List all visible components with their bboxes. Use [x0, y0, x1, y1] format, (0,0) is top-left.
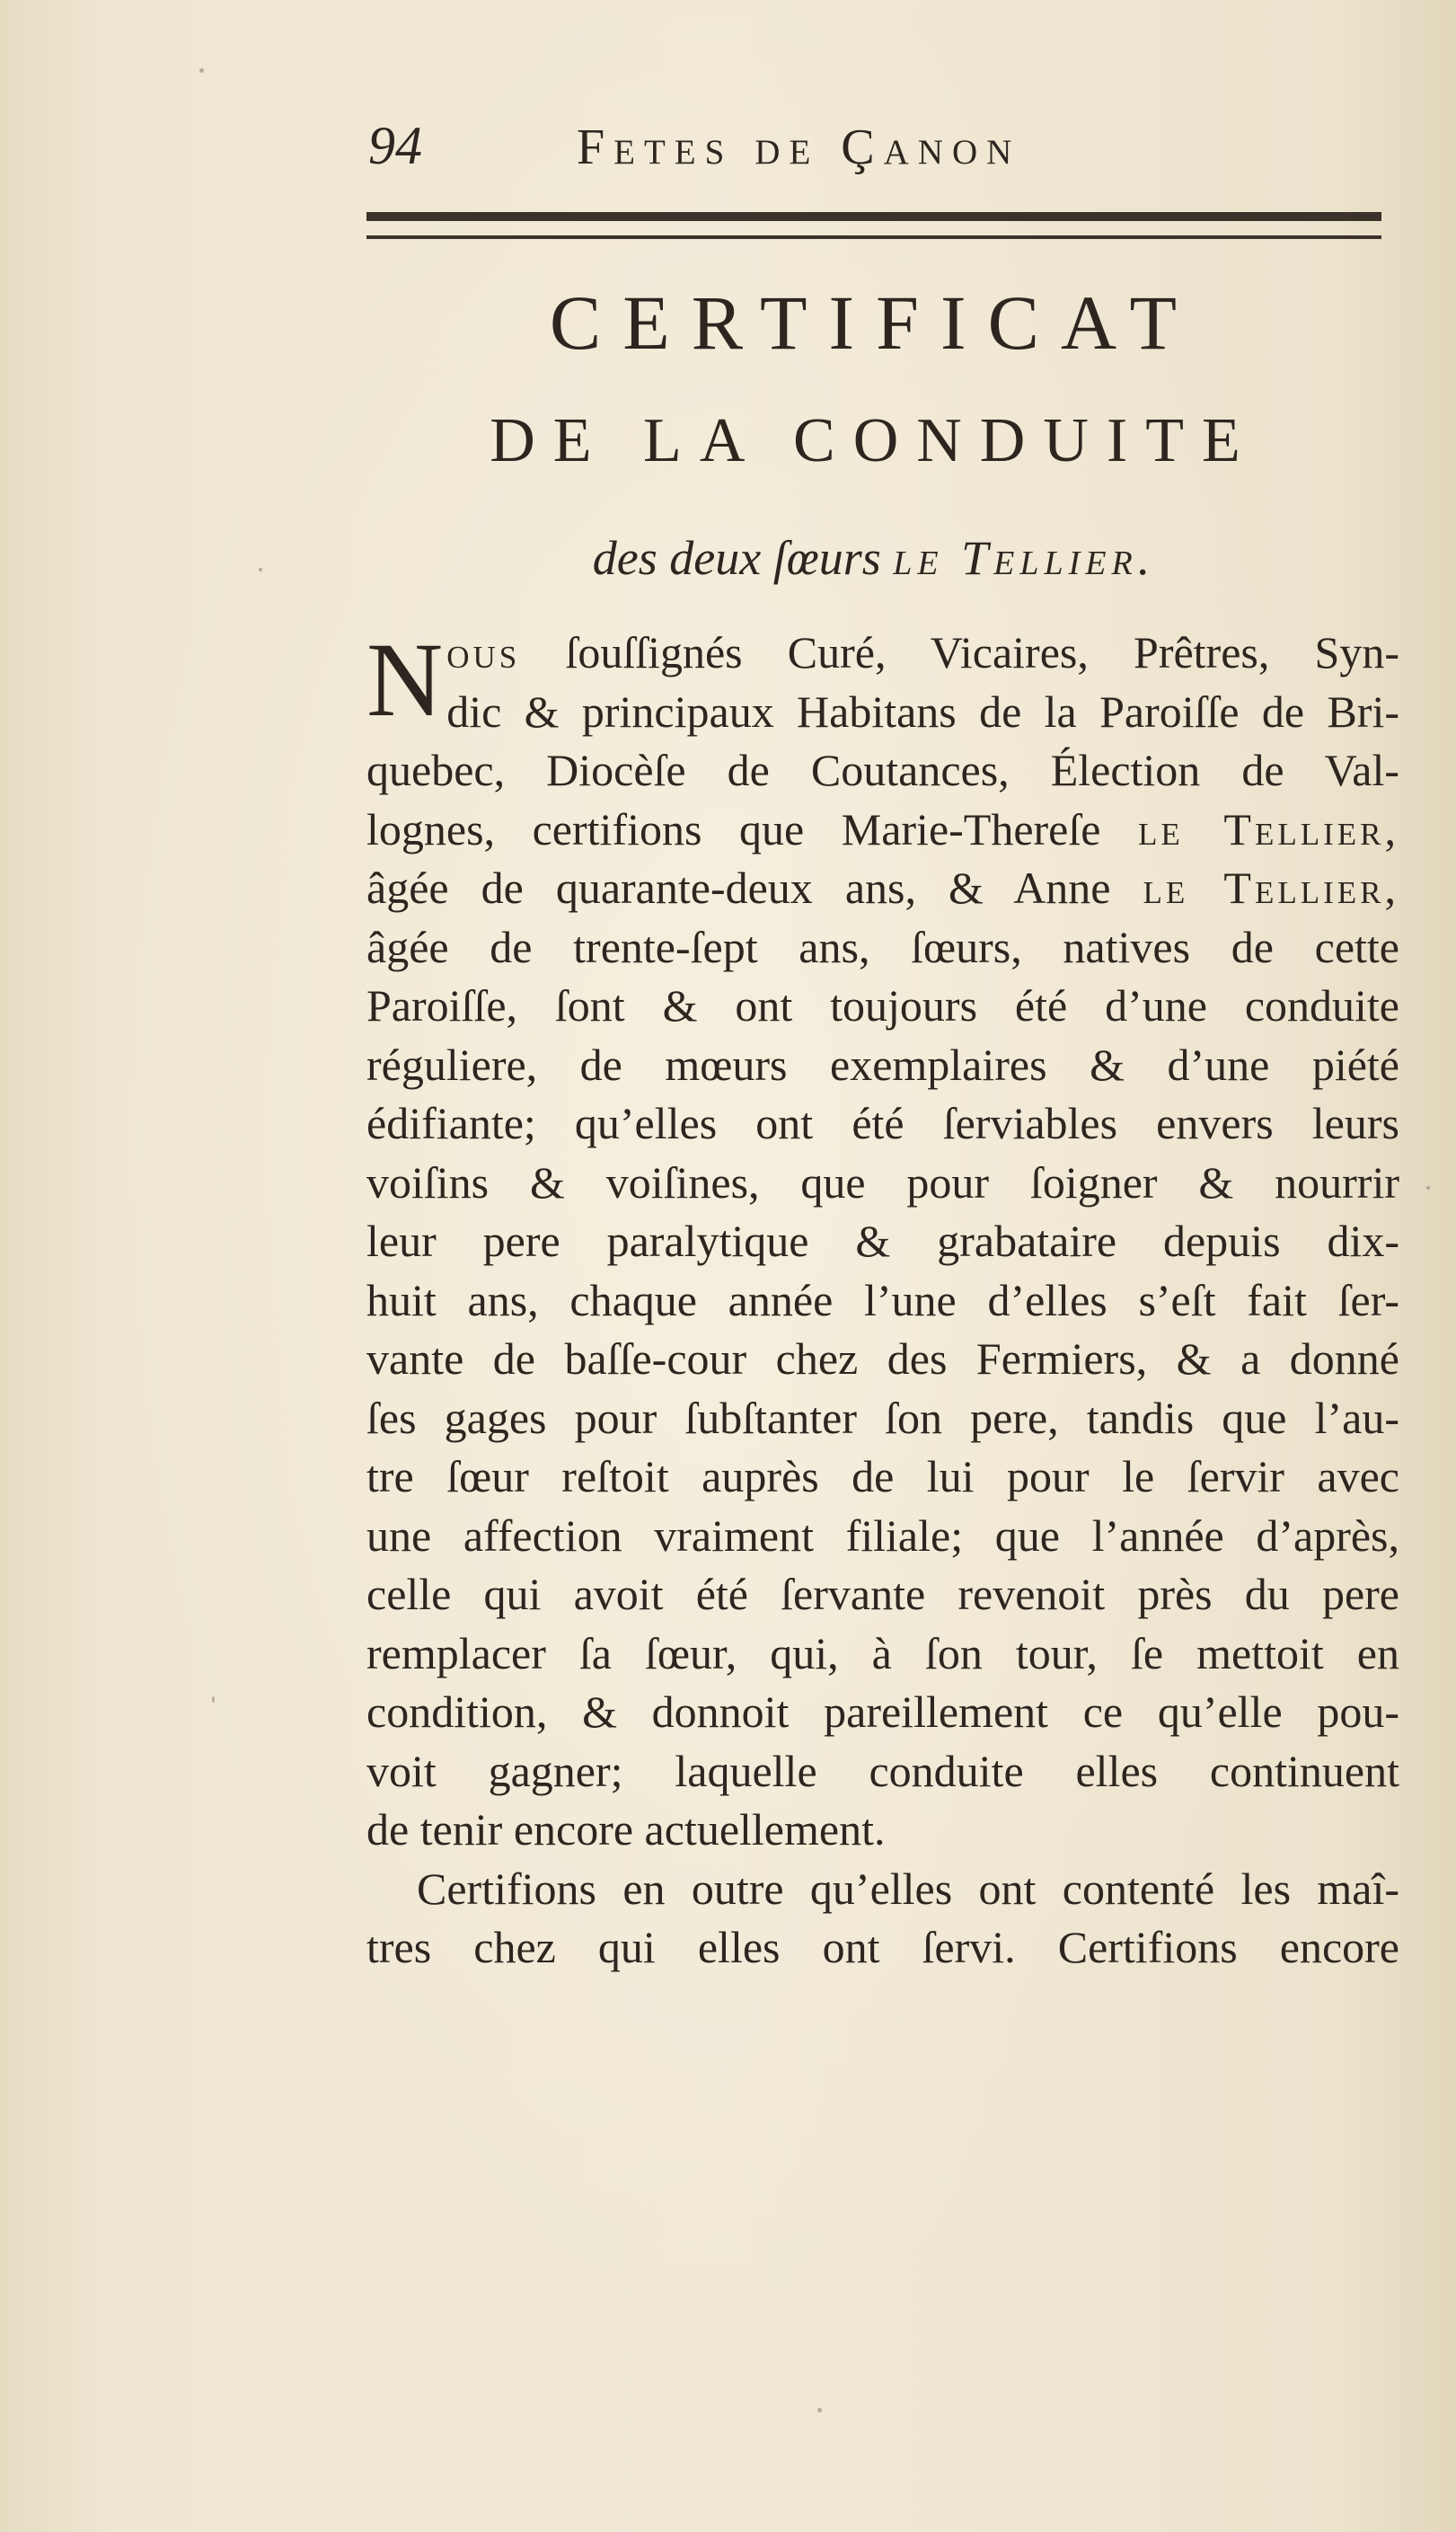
text-line: huit ans, chaque année l’une d’elles s’eſt fait ſer- — [366, 1274, 1399, 1325]
text-line: celle qui avoit été ſervante revenoit près du pere — [366, 1569, 1399, 1619]
text-line: voiſins & voiſines, que pour ſoigner & nourrir — [366, 1156, 1399, 1208]
text-line: leur pere paralytique & grabataire depuis dix- — [366, 1216, 1399, 1266]
text-line: condition, & donnoit pareillement ce qu’elle pou- — [366, 1687, 1399, 1737]
text-line: édifiante; qu’elles ont été ſerviables envers leurs — [366, 1098, 1399, 1148]
drop-cap: N — [366, 621, 444, 739]
paragraph-1 — [366, 621, 1399, 1860]
paragraph-2 — [366, 1860, 1399, 1978]
title-de-la-conduite: DE LA CONDUITE — [490, 406, 1258, 475]
header-rule-thin — [366, 235, 1381, 239]
text-line: vante de baſſe-cour chez des Fermiers, & a donné — [366, 1333, 1399, 1384]
text-line: ſes gages pour ſubſtanter ſon pere, tandis que l’au- — [366, 1392, 1399, 1443]
text-line: Paroiſſe, ſont & ont toujours été d’une conduite — [366, 980, 1399, 1031]
text-line: remplacer ſa ſœur, qui, à ſon tour, ſe mettoit en — [366, 1627, 1399, 1678]
text-line: réguliere, de mœurs exemplaires & d’une piété — [366, 1039, 1399, 1090]
text-line: dic & principaux Habitans de la Paroiſſe de Bri- — [446, 686, 1399, 737]
header-rule-thick — [366, 212, 1381, 221]
subtitle — [366, 531, 1381, 585]
body-text — [366, 621, 1399, 1978]
page-number: 94 — [368, 116, 422, 175]
subtitle-italic: des deux ſœurs — [592, 531, 894, 585]
title-certificat: CERTIFICAT — [549, 279, 1199, 366]
text-line: âgée de trente-ſept ans, ſœurs, natives de cette — [366, 921, 1399, 972]
text-line: ous ſouſſignés Curé, Vicaires, Prêtres, Syn- — [446, 627, 1399, 677]
page-header — [368, 115, 1383, 187]
text-line: tres chez qui elles ont ſervi. Certifions encore — [366, 1922, 1399, 1972]
text-line: une affection vraiment filiale; que l’année d’après, — [366, 1509, 1399, 1561]
text-line: âgée de quarante-deux ans, & Anne le Tellier, — [366, 863, 1399, 913]
subtitle-name: le Tellier. — [893, 531, 1156, 585]
text-line: voit gagner; laquelle conduite elles continuent — [366, 1745, 1399, 1796]
text-line: Certifions en outre qu’elles ont contenté les maî- — [417, 1863, 1399, 1914]
text-line: de tenir encore actuellement. — [366, 1804, 886, 1855]
text-line: quebec, Diocèſe de Coutances, Élection de Val- — [366, 745, 1399, 795]
running-head: Fetes de Çanon — [577, 120, 1021, 175]
text-line: tre ſœur reſtoit auprès de lui pour le ſervir avec — [366, 1451, 1399, 1501]
text-line: lognes, certifions que Marie-Thereſe le Tellier, — [366, 803, 1399, 854]
